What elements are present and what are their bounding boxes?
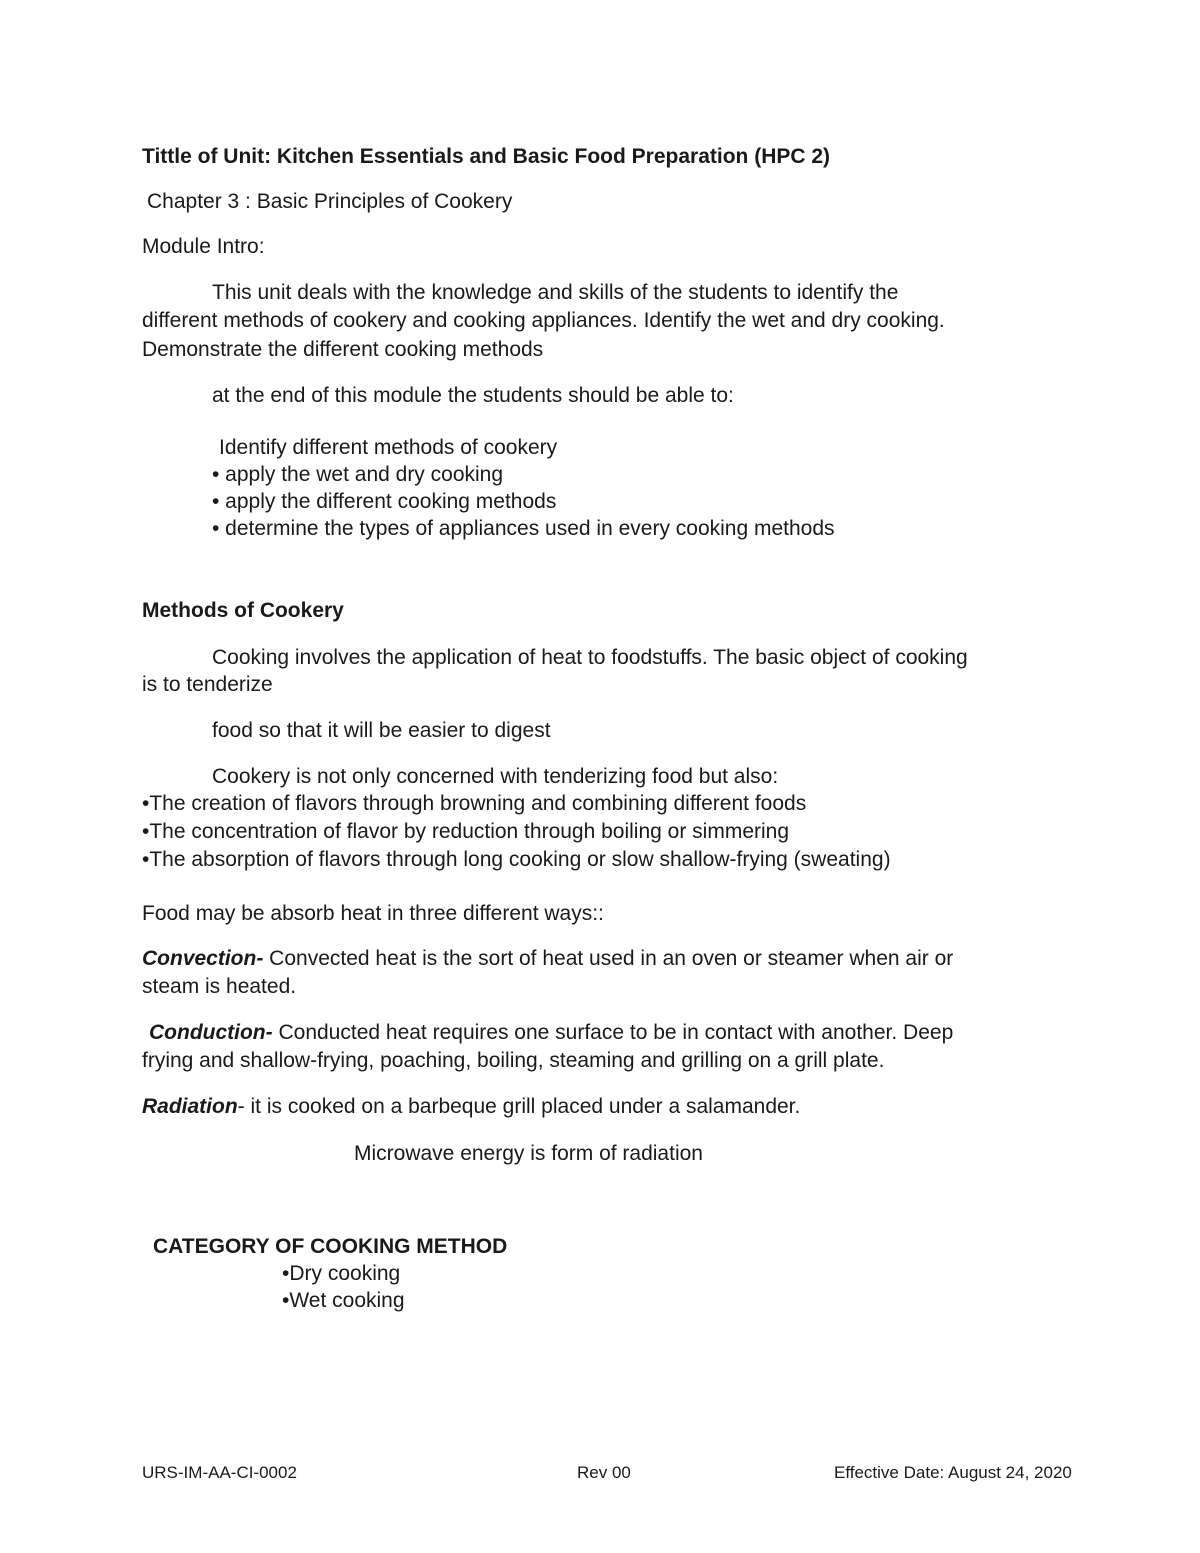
methods-para-3: Cookery is not only concerned with tenderizing food but also:	[212, 765, 779, 788]
intro-line-2: different methods of cookery and cooking appliances. Identify the wet and dry cooking.	[142, 309, 945, 332]
flavor-bullet: •The concentration of flavor by reduction through boiling or simmering	[142, 820, 790, 843]
conduction-line-2: frying and shallow-frying, poaching, boiling, steaming and grilling on a grill plate.	[142, 1049, 885, 1072]
absorb-heat-intro: Food may be absorb heat in three different ways::	[142, 902, 604, 925]
footer-effective-date: Effective Date: August 24, 2020	[834, 1463, 1072, 1482]
category-heading: CATEGORY OF COOKING METHOD	[153, 1235, 508, 1258]
chapter-title: Chapter 3 : Basic Principles of Cookery	[147, 190, 513, 213]
category-item: •Wet cooking	[282, 1289, 405, 1312]
methods-heading: Methods of Cookery	[142, 599, 344, 622]
conduction-term: Conduction-	[149, 1021, 273, 1044]
radiation-text: - it is cooked on a barbeque grill placed under a salamander.	[237, 1095, 801, 1118]
objective-item: • apply the different cooking methods	[212, 490, 557, 513]
convection-line-2: steam is heated.	[142, 975, 297, 998]
module-intro-label: Module Intro:	[142, 235, 265, 258]
intro-line-1: This unit deals with the knowledge and skills of the students to identify the	[212, 281, 899, 304]
methods-para-1-line-1: Cooking involves the application of heat to foodstuffs. The basic object of cooking	[212, 646, 968, 669]
category-item: •Dry cooking	[282, 1262, 401, 1285]
objectives-lead: at the end of this module the students should be able to:	[212, 384, 734, 407]
footer-doc-code: URS-IM-AA-CI-0002	[142, 1463, 297, 1482]
intro-line-3: Demonstrate the different cooking methods	[142, 338, 544, 361]
convection-text: Convected heat is the sort of heat used in an oven or steamer when air or	[263, 947, 954, 970]
flavor-bullet: •The absorption of flavors through long cooking or slow shallow-frying (sweating)	[142, 848, 891, 871]
radiation-term: Radiation	[142, 1095, 238, 1118]
objective-item: Identify different methods of cookery	[219, 436, 558, 459]
methods-para-1-line-2: is to tenderize	[142, 673, 273, 696]
footer-revision: Rev 00	[577, 1463, 631, 1482]
convection-term: Convection-	[142, 947, 264, 970]
unit-title: Tittle of Unit: Kitchen Essentials and Basic Food Preparation (HPC 2)	[142, 145, 831, 168]
objective-item: • apply the wet and dry cooking	[212, 463, 504, 486]
flavor-bullet: •The creation of flavors through browning and combining different foods	[142, 792, 807, 815]
radiation-line	[142, 1093, 800, 1120]
conduction-text: Conducted heat requires one surface to be in contact with another. Deep	[272, 1021, 954, 1044]
conduction-line-1	[149, 1019, 953, 1046]
microwave-note: Microwave energy is form of radiation	[354, 1142, 703, 1165]
methods-para-2: food so that it will be easier to digest	[212, 719, 551, 742]
objective-item: • determine the types of appliances used in every cooking methods	[212, 517, 835, 540]
convection-line-1	[142, 945, 953, 972]
